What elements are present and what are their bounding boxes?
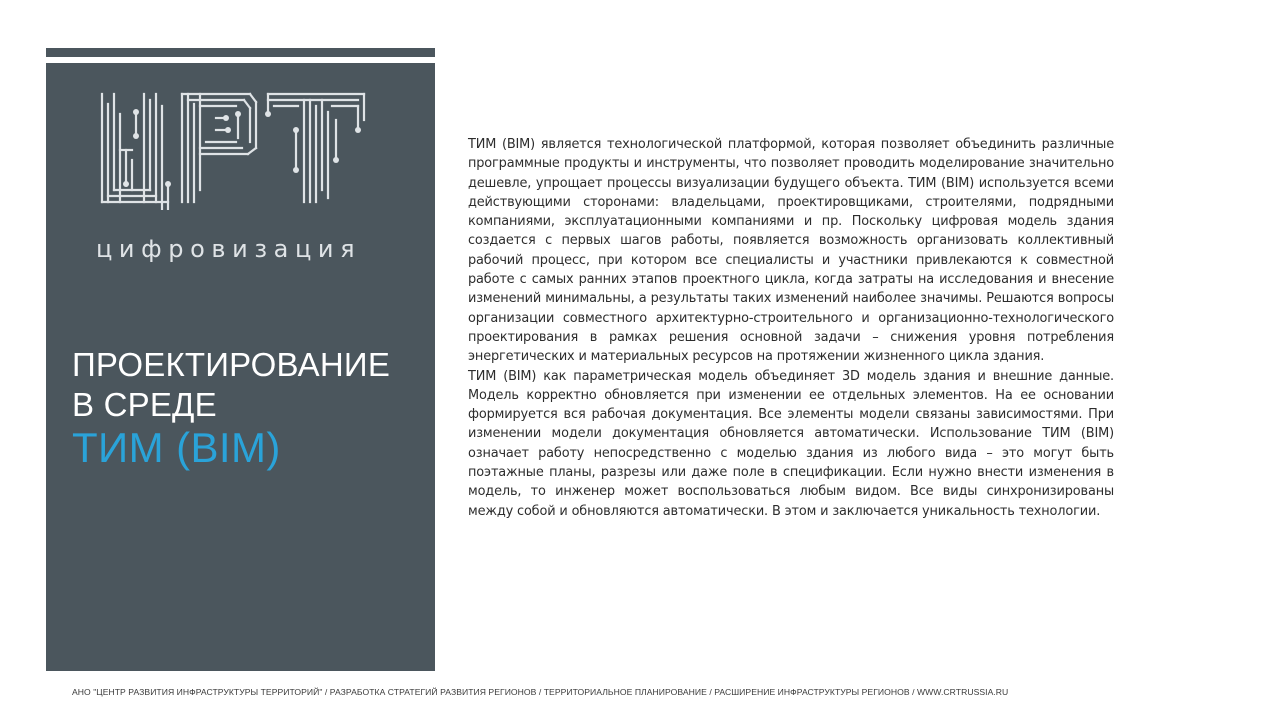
logo-subtitle: цифровизация xyxy=(96,235,362,263)
title-line-2: В СРЕДЕ xyxy=(72,386,217,423)
circuit-logo-icon xyxy=(96,90,376,210)
page-title xyxy=(72,345,422,471)
title-accent: ТИМ (BIM) xyxy=(72,424,281,471)
logo xyxy=(96,90,376,263)
top-accent-bar xyxy=(46,48,435,57)
footer: АНО "ЦЕНТР РАЗВИТИЯ ИНФРАСТРУКТУРЫ ТЕРРИТОРИЙ" / РАЗРАБОТКА СТРАТЕГИЙ РАЗВИТИЯ РЕГИОНОВ / ТЕРРИТОРИАЛЬНОЕ ПЛАНИРОВАНИЕ / РАСШИРЕНИЕ ИНФРАСТРУКТУРЫ РЕГИОНОВ / WWW.CRTRUSSIA.RU xyxy=(72,687,1009,697)
title-line-1: ПРОЕКТИРОВАНИЕ xyxy=(72,346,391,383)
paragraph-1: ТИМ (BIM) является технологической платформой, которая позволяет объединить различные программные продукты и инструменты, что позволяет проводить моделирование значительно дешевле, упрощает процессы визуализации будущего объекта. ТИМ (BIM) используется всеми действующими сторонами: владельцами, проектировщиками, строителями, подрядными компаниями, эксплуатационными компаниями и пр. Поскольку цифровая модель здания создается с первых шагов работы, появляется возможность организовать коллективный рабочий процесс, при котором все специалисты и участники привлекаются к совместной работе с самых ранних этапов проектного цикла, когда затраты на исследования и внесение изменений минимальны, а результаты таких изменений наиболее значимы. Решаются вопросы организации совместного архитектурно-строительного и организационно-технологического проектирования в рамках решения основной задачи – снижения уровня потребления энергетических и материальных ресурсов на протяжении жизненного цикла здания. xyxy=(468,137,1114,365)
side-panel xyxy=(46,63,435,671)
body-text xyxy=(468,135,1114,521)
paragraph-2: ТИМ (BIM) как параметрическая модель объединяет 3D модель здания и внешние данные. Модель корректно обновляется при изменении ее отдельных элементов. На ее основании формируется вся рабочая документация. Все элементы модели связаны зависимостями. При изменении модели документация обновляется автоматически. Использование ТИМ (BIM) означает работу непосредственно с моделью здания из любого вида – это могут быть поэтажные планы, разрезы или даже поле в спецификации. Если нужно внести изменения в модель, то инженер может воспользоваться любым видом. Все виды синхронизированы между собой и обновляются автоматически. В этом и заключается уникальность технологии. xyxy=(468,368,1114,519)
